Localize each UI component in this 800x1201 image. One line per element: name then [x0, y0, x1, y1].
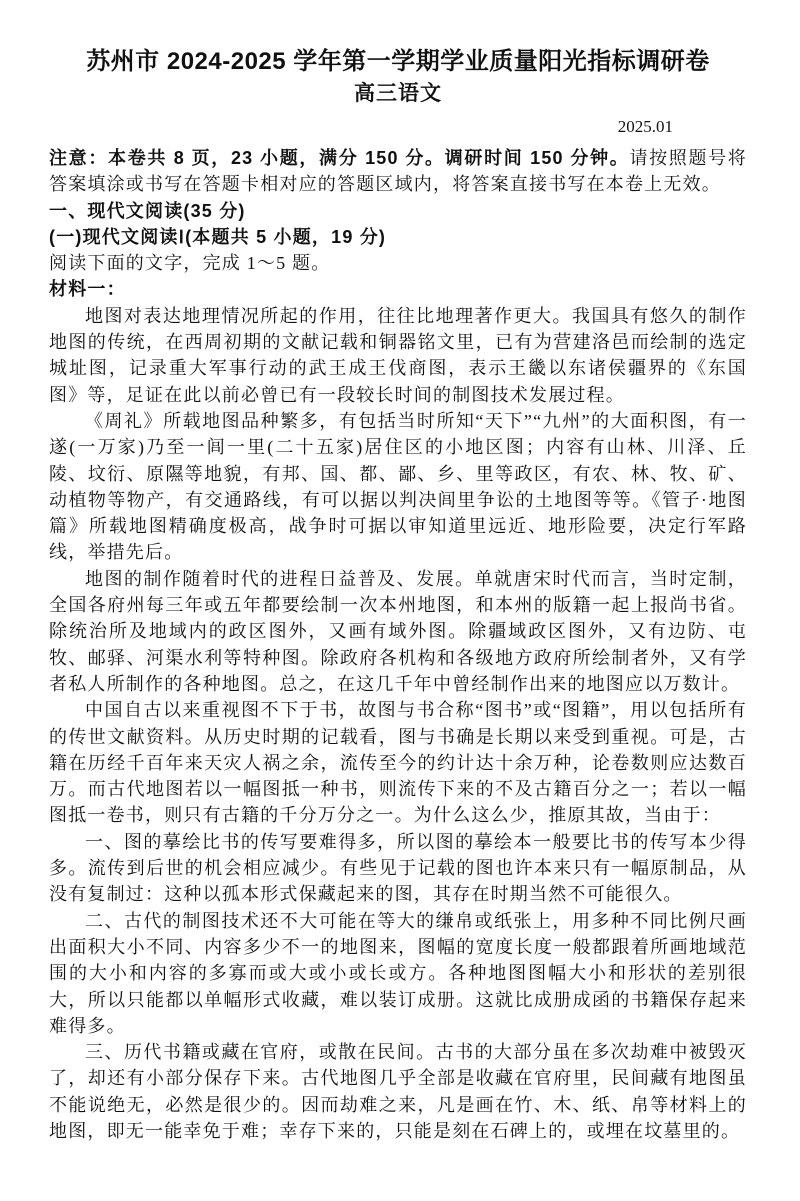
- material-one-paragraph-4: 中国自古以来重视图不下于书，故图与书合称“图书”或“图籍”，用以包括所有的传世文献资料。从历史时期的记载看，图与书确是长期以来受到重视。可是，古籍在历经千百年来天灾人祸之余，流传至今的约计达十余万种，论卷数则应达数百万。而古代地图若以一幅图抵一种书，则流传下来的不及古籍百分之一；若以一幅图抵一卷书，则只有古籍的千分万分之一。为什么这么少，推原其故，当由于：: [49, 700, 747, 826]
- reading-instruction: 阅读下面的文字，完成 1～5 题。: [49, 253, 331, 274]
- exam-notice: [49, 145, 747, 198]
- material-one-paragraph-6: 二、古代的制图技术还不大可能在等大的缣帛或纸张上，用多种不同比例尺画出面积大小不同、内容多少不一的地图来，图幅的宽度长度一般都跟着所画地域范围的大小和内容的多寡而或大或小或长或方。各种地图图幅大小和形状的差别很大，所以只能都以单幅形式收藏，难以装订成册。这就比成册成函的书籍保存起来难得多。: [49, 910, 747, 1036]
- section-heading-part-one: 一、现代文阅读(35 分): [49, 200, 246, 221]
- exam-paper-page: [0, 47, 800, 1144]
- material-one-paragraph-2: 《周礼》所载地图品种繁多，有包括当时所知“天下”“九州”的大面积图，有一遂(一万家)乃至一闾一里(二十五家)居住区的小地区图；内容有山林、川泽、丘陵、坟衍、原隰等地貌，有邦、国、都、鄙、乡、里等政区，有农、林、牧、矿、动植物等物产，有交通路线，有可以据以判决闾里争讼的土地图等等。《管子·地图篇》所载地图精确度极高，战争时可据以审知道里远近、地形险要，决定行军路线，举措先后。: [49, 410, 747, 563]
- material-one-paragraph-7: 三、历代书籍或藏在官府，或散在民间。古书的大部分虽在多次劫难中被毁灭了，却还有小部分保存下来。古代地图几乎全部是收藏在官府里，民间藏有地图虽不能说绝无，必然是很少的。因而劫难之来，凡是画在竹、木、纸、帛等材料上的地图，即无一能幸免于难；幸存下来的，只能是刻在石碑上的，或埋在坟墓里的。: [49, 1042, 747, 1141]
- material-one-paragraph-5: 一、图的摹绘比书的传写要难得多，所以图的摹绘本一般要比书的传写本少得多。流传到后世的机会相应减少。有些见于记载的图也许本来只有一幅原制品，从没有复制过：这种以孤本形式保藏起来的图，其存在时期当然不可能很久。: [49, 831, 747, 905]
- paper-body: [49, 145, 747, 1144]
- exam-notice-bold-text: 注意：本卷共 8 页，23 小题，满分 150 分。调研时间 150 分钟。: [49, 148, 630, 168]
- paper-subtitle: 高三语文: [354, 82, 442, 105]
- exam-notice-normal-text: 请按照题号将答案填涂或书写在答题卡相对应的答题区域内，将答案直接书写在本卷上无效。: [49, 148, 748, 195]
- paper-title: 苏州市 2024-2025 学年第一学期学业质量阳光指标调研卷: [86, 48, 710, 75]
- material-one-paragraph-1: 地图对表达地理情况所起的作用，往往比地理著作更大。我国具有悠久的制作地图的传统，在西周初期的文献记载和铜器铭文里，已有为营建洛邑而绘制的选定城址图，记录重大军事行动的武王成王伐商图，表示王畿以东诸侯疆界的《东国图》等，足证在此以前必曾已有一段较长时间的制图技术发展过程。: [49, 305, 747, 405]
- section-heading-reading-one: (一)现代文阅读Ⅰ(本题共 5 小题，19 分): [49, 226, 387, 247]
- material-one-label: 材料一：: [49, 279, 126, 300]
- paper-date: 2025.01: [617, 117, 673, 136]
- material-one-paragraph-3: 地图的制作随着时代的进程日益普及、发展。单就唐宋时代而言，当时定制，全国各府州每三年或五年都要绘制一次本州地图，和本州的版籍一起上报尚书省。除统治所及地域内的政区图外，又画有域外图。除疆域政区图外，又有边防、屯牧、邮驿、河渠水利等特种图。除政府各机构和各级地方政府所绘制者外，又有学者私人所制作的各种地图。总之，在这几千年中曾经制作出来的地图应以万数计。: [49, 568, 747, 694]
